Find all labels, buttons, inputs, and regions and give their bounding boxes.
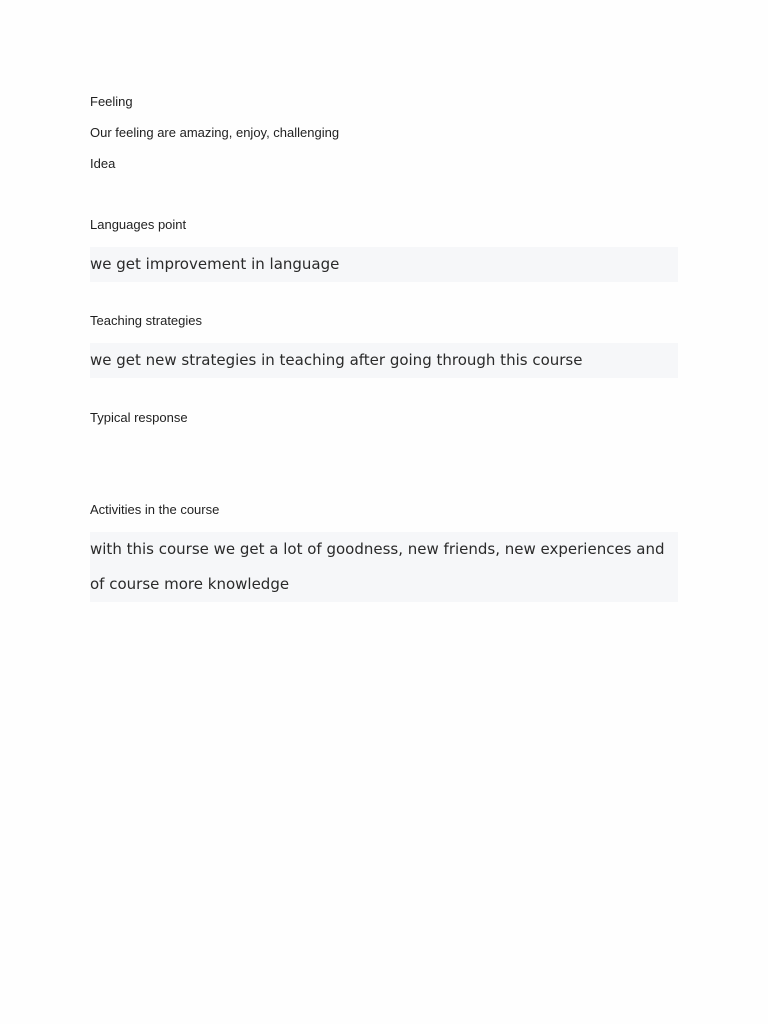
idea-heading: Idea	[90, 156, 116, 171]
teaching-heading: Teaching strategies	[90, 313, 203, 328]
activities-response: with this course we get a lot of goodness, new friends, new experiences and of course more knowledge	[90, 532, 678, 602]
teaching-response: we get new strategies in teaching after going through this course	[90, 343, 678, 378]
feeling-text: Our feeling are amazing, enjoy, challenging	[90, 125, 340, 140]
languages-heading: Languages point	[90, 217, 187, 232]
activities-heading: Activities in the course	[90, 502, 220, 517]
typical-heading: Typical response	[90, 410, 188, 425]
languages-response: we get improvement in language	[90, 247, 678, 282]
feeling-heading: Feeling	[90, 94, 133, 109]
